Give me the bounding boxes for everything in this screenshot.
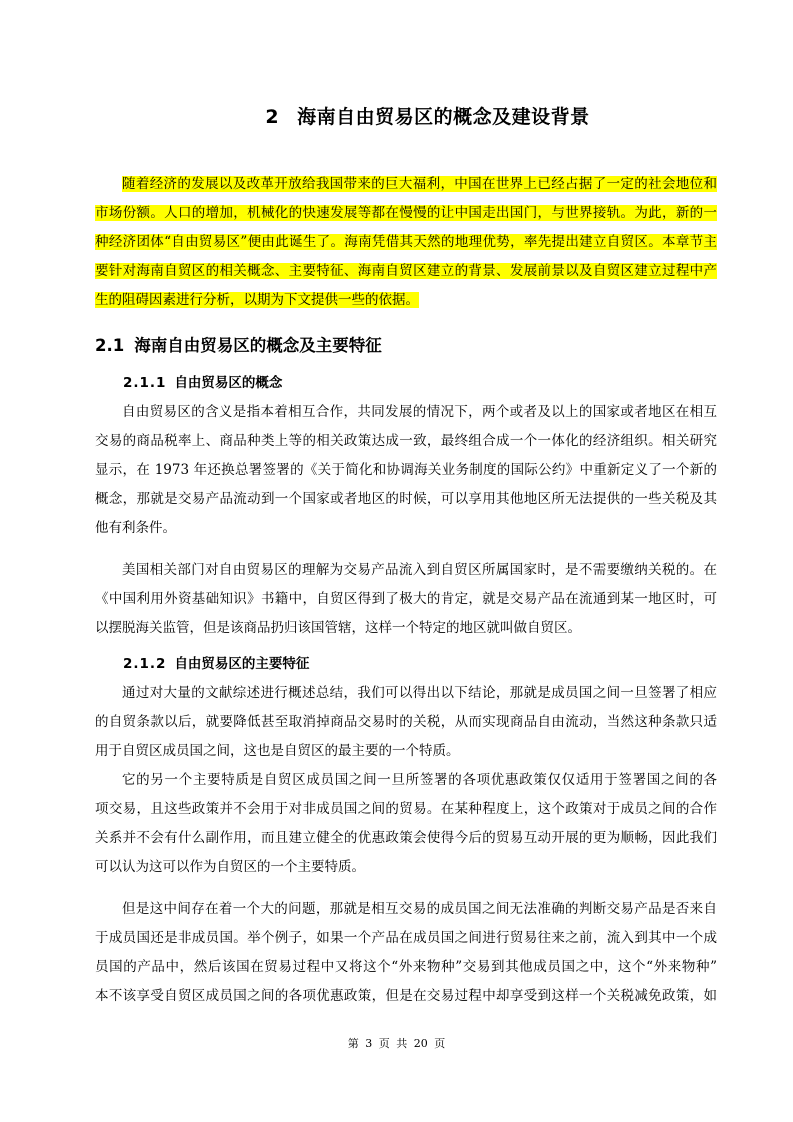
paragraph bbox=[95, 679, 717, 766]
subsection-heading: 2.1.2 自由贸易区的主要特征 bbox=[123, 656, 310, 672]
text-line: 自由贸易区的含义是指本着相互合作，共同发展的情况下，两个或者及以上的国家或者地区在相互 bbox=[122, 404, 717, 420]
text-line: 《中国利用外资基础知识》书籍中，自贸区得到了极大的肯定，就是交易产品在流通到某一地区时，可 bbox=[95, 591, 717, 607]
text-line: 种经济团体“自由贸易区”便由此诞生了。海南凭借其天然的地理优势，率先提出建立自贸区。本章节主 bbox=[95, 234, 717, 250]
text-line: 可以认为这可以作为自贸区的一个主要特质。 bbox=[95, 859, 365, 875]
text-line: 的自贸条款以后，就要降低甚至取消掉商品交易时的关税，从而实现商品自由流动，当然这种条款只适 bbox=[95, 714, 717, 730]
text-line: 以摆脱海关监管，但是该商品扔归该国管辖，这样一个特定的地区就叫做自贸区。 bbox=[95, 620, 581, 636]
text-line: 生的阻碍因素进行分析，以期为下文提供一些的依据。 bbox=[95, 292, 419, 308]
paragraph bbox=[95, 766, 717, 882]
intro-paragraph bbox=[95, 170, 717, 315]
text-line: 它的另一个主要特质是自贸区成员国之间一旦所签署的各项优惠政策仅仅适用于签署国之间的各 bbox=[122, 772, 717, 788]
text-line: 项交易，且这些政策并不会用于对非成员国之间的贸易。在某种程度上，这个政策对于成员之间的合作 bbox=[95, 801, 717, 817]
paragraph bbox=[95, 398, 717, 543]
paragraph bbox=[95, 895, 717, 1011]
text-line: 随着经济的发展以及改革开放给我国带来的巨大福利，中国在世界上已经占据了一定的社会地位和 bbox=[122, 176, 717, 192]
text-line: 市场份额。人口的增加，机械化的快速发展等都在慢慢的让中国走出国门，与世界接轨。为此，新的一 bbox=[95, 205, 717, 221]
page-footer: 第 3 页 共 20 页 bbox=[347, 1037, 446, 1050]
text-line: 显示，在 1973 年还换总署签署的《关于简化和协调海关业务制度的国际公约》中重新定义了一个新的 bbox=[95, 462, 717, 478]
text-line: 美国相关部门对自由贸易区的理解为交易产品流入到自贸区所属国家时，是不需要缴纳关税的。在 bbox=[122, 562, 717, 578]
text-line: 本不该享受自贸区成员国之间的各项优惠政策，但是在交易过程中却享受到这样一个关税减免政策，如 bbox=[95, 988, 717, 1004]
text-line: 交易的商品税率上、商品种类上等的相关政策达成一致，最终组合成一个一体化的经济组织。相关研究 bbox=[95, 433, 717, 449]
text-line: 但是这中间存在着一个大的问题，那就是相互交易的成员国之间无法准确的判断交易产品是否来自 bbox=[122, 901, 717, 917]
text-line: 概念，那就是交易产品流动到一个国家或者地区的时候，可以享用其他地区所无法提供的一些关税及其 bbox=[95, 491, 717, 507]
chapter-number: 2 bbox=[265, 106, 280, 128]
chapter-title-text: 海南自由贸易区的概念及建设背景 bbox=[297, 106, 590, 128]
text-line: 通过对大量的文献综述进行概述总结，我们可以得出以下结论，那就是成员国之间一旦签署了相应 bbox=[122, 685, 717, 701]
text-line: 员国的产品中，然后该国在贸易过程中又将这个“外来物种”交易到其他成员国之中，这个“外来物种” bbox=[95, 959, 717, 975]
text-line: 关系并不会有什么副作用，而且建立健全的优惠政策会使得今后的贸易互动开展的更为顺畅，因此我们 bbox=[95, 830, 717, 846]
subsection-heading: 2.1.1 自由贸易区的概念 bbox=[123, 375, 283, 391]
text-line: 要针对海南自贸区的相关概念、主要特征、海南自贸区建立的背景、发展前景以及自贸区建立过程中产 bbox=[95, 263, 717, 279]
text-line: 他有利条件。 bbox=[95, 520, 176, 536]
chapter-title bbox=[0, 102, 793, 129]
text-line: 于成员国还是非成员国。举个例子，如果一个产品在成员国之间进行贸易往来之前，流入到其中一个成 bbox=[95, 930, 717, 946]
text-line: 用于自贸区成员国之间，这也是自贸区的最主要的一个特质。 bbox=[95, 743, 460, 759]
section-heading: 2.1 海南自由贸易区的概念及主要特征 bbox=[95, 336, 382, 355]
paragraph bbox=[95, 556, 717, 643]
